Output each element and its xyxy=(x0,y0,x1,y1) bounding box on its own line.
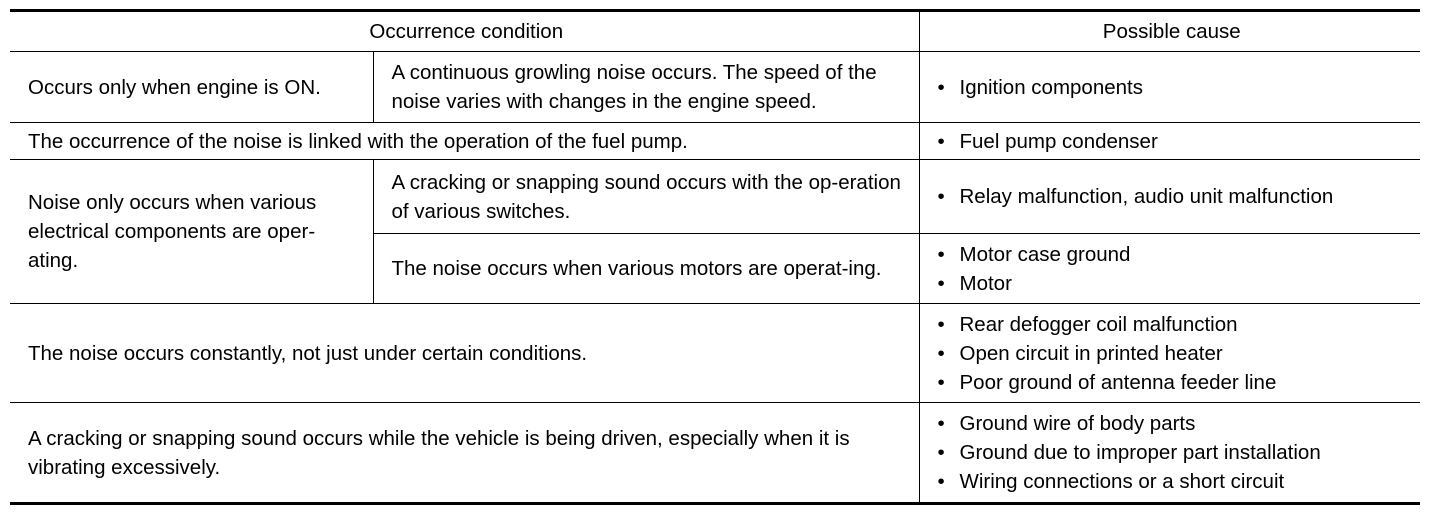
cause-item: • Ground due to improper part installation xyxy=(938,438,1407,467)
table-row xyxy=(10,52,1420,123)
condition-detail-cell: The noise occurs when various motors are operat-ing. xyxy=(373,234,919,304)
table-row xyxy=(10,304,1420,403)
cause-item: • Relay malfunction, audio unit malfunction xyxy=(938,182,1407,211)
header-occurrence-condition: Occurrence condition xyxy=(10,11,919,52)
cause-list xyxy=(938,127,1407,156)
cause-item: • Rear defogger coil malfunction xyxy=(938,310,1407,339)
cause-item: • Ignition components xyxy=(938,73,1407,102)
cause-item: • Poor ground of antenna feeder line xyxy=(938,368,1407,397)
cause-item: • Open circuit in printed heater xyxy=(938,339,1407,368)
cause-list xyxy=(938,240,1407,298)
condition-main-cell: Noise only occurs when various electrical components are oper-ating. xyxy=(10,160,373,304)
noise-diagnosis-table-container xyxy=(10,9,1420,505)
cause-cell xyxy=(919,123,1420,160)
cause-list xyxy=(938,310,1407,397)
table-row xyxy=(10,123,1420,160)
cause-item: • Ground wire of body parts xyxy=(938,409,1407,438)
table-row xyxy=(10,160,1420,234)
condition-cell: The occurrence of the noise is linked with the operation of the fuel pump. xyxy=(10,123,919,160)
cause-cell xyxy=(919,160,1420,234)
cause-cell xyxy=(919,52,1420,123)
cause-item: • Motor case ground xyxy=(938,240,1407,269)
condition-detail-cell: A cracking or snapping sound occurs with the op-eration of various switches. xyxy=(373,160,919,234)
table-row xyxy=(10,403,1420,504)
cause-item: • Wiring connections or a short circuit xyxy=(938,467,1407,496)
cause-cell xyxy=(919,234,1420,304)
cause-item: • Fuel pump condenser xyxy=(938,127,1407,156)
condition-detail-cell: A continuous growling noise occurs. The speed of the noise varies with changes in the engine speed. xyxy=(373,52,919,123)
cause-item: • Motor xyxy=(938,269,1407,298)
header-row xyxy=(10,11,1420,52)
cause-cell xyxy=(919,304,1420,403)
noise-diagnosis-table xyxy=(10,9,1420,505)
cause-list xyxy=(938,73,1407,102)
header-possible-cause: Possible cause xyxy=(919,11,1420,52)
cause-list xyxy=(938,409,1407,496)
cause-cell xyxy=(919,403,1420,504)
condition-cell: The noise occurs constantly, not just under certain conditions. xyxy=(10,304,919,403)
cause-list xyxy=(938,182,1407,211)
condition-main-cell: Occurs only when engine is ON. xyxy=(10,52,373,123)
condition-cell: A cracking or snapping sound occurs while the vehicle is being driven, especially when it is vibrating excessively. xyxy=(10,403,919,504)
